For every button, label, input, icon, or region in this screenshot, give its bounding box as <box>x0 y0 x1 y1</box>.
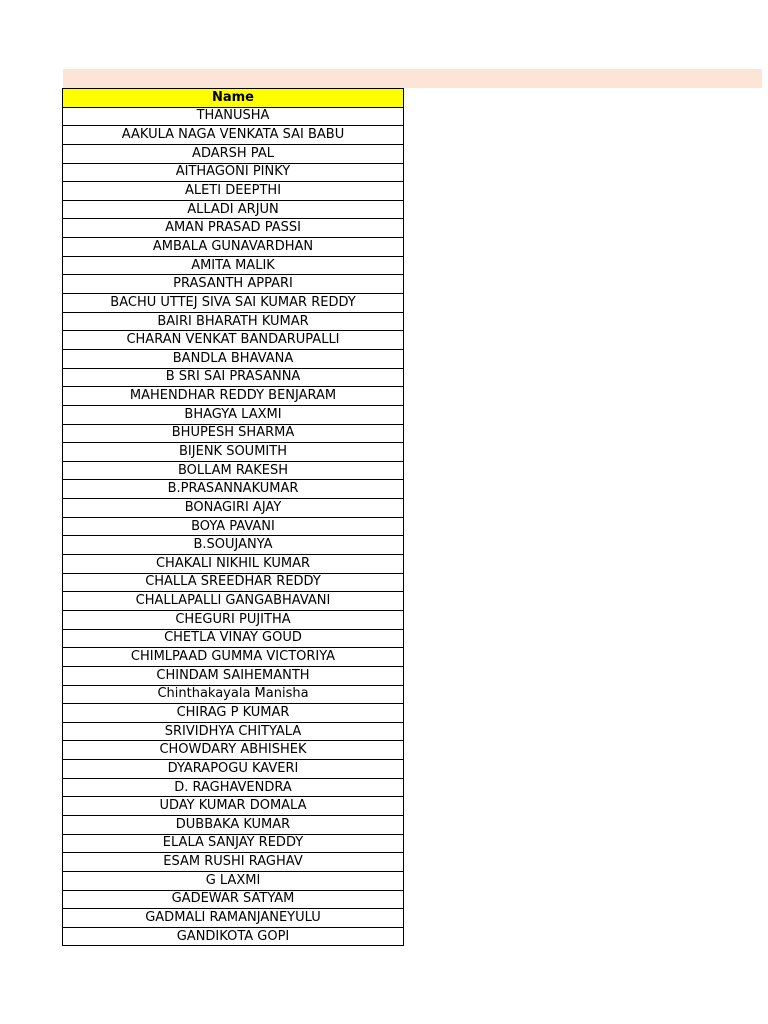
header-band <box>63 69 762 88</box>
table-row <box>63 797 404 816</box>
name-cell: DYARAPOGU KAVERI <box>63 760 404 779</box>
table-row <box>63 126 404 145</box>
table-row <box>63 144 404 163</box>
name-cell: ALETI DEEPTHI <box>63 182 404 201</box>
column-header-name: Name <box>63 89 404 108</box>
name-cell: THANUSHA <box>63 107 404 126</box>
table-row <box>63 349 404 368</box>
name-cell: CHETLA VINAY GOUD <box>63 629 404 648</box>
table-row <box>63 927 404 946</box>
name-cell: Chinthakayala Manisha <box>63 685 404 704</box>
name-cell: G LAXMI <box>63 871 404 890</box>
name-cell: CHEGURI PUJITHA <box>63 610 404 629</box>
table-row <box>63 424 404 443</box>
name-cell: BACHU UTTEJ SIVA SAI KUMAR REDDY <box>63 294 404 313</box>
name-cell: B.SOUJANYA <box>63 536 404 555</box>
name-cell: GANDIKOTA GOPI <box>63 927 404 946</box>
name-cell: B.PRASANNAKUMAR <box>63 480 404 499</box>
names-table-body <box>63 107 404 946</box>
name-cell: D. RAGHAVENDRA <box>63 778 404 797</box>
name-cell: GADMALI RAMANJANEYULU <box>63 909 404 928</box>
table-row <box>63 312 404 331</box>
table-row <box>63 480 404 499</box>
name-cell: AITHAGONI PINKY <box>63 163 404 182</box>
name-cell: BIJENK SOUMITH <box>63 443 404 462</box>
table-row <box>63 499 404 518</box>
table-row <box>63 163 404 182</box>
name-cell: CHINDAM SAIHEMANTH <box>63 666 404 685</box>
name-cell: BONAGIRI AJAY <box>63 499 404 518</box>
table-row <box>63 685 404 704</box>
table-row <box>63 294 404 313</box>
table-row <box>63 256 404 275</box>
table-row <box>63 592 404 611</box>
table-row <box>63 275 404 294</box>
name-cell: SRIVIDHYA CHITYALA <box>63 722 404 741</box>
name-cell: BHAGYA LAXMI <box>63 405 404 424</box>
table-row <box>63 368 404 387</box>
table-row <box>63 741 404 760</box>
name-cell: CHARAN VENKAT BANDARUPALLI <box>63 331 404 350</box>
name-cell: AMAN PRASAD PASSI <box>63 219 404 238</box>
name-cell: CHIMLPAAD GUMMA VICTORIYA <box>63 648 404 667</box>
table-row <box>63 331 404 350</box>
name-cell: ADARSH PAL <box>63 144 404 163</box>
name-cell: UDAY KUMAR DOMALA <box>63 797 404 816</box>
table-row <box>63 629 404 648</box>
table-row <box>63 555 404 574</box>
table-row <box>63 387 404 406</box>
name-cell: BOLLAM RAKESH <box>63 461 404 480</box>
table-header-row <box>63 89 404 108</box>
table-row <box>63 815 404 834</box>
names-table <box>62 88 404 946</box>
table-row <box>63 182 404 201</box>
name-cell: BOYA PAVANI <box>63 517 404 536</box>
name-cell: CHALLA SREEDHAR REDDY <box>63 573 404 592</box>
table-row <box>63 722 404 741</box>
name-cell: CHALLAPALLI GANGABHAVANI <box>63 592 404 611</box>
table-row <box>63 461 404 480</box>
name-cell: AAKULA NAGA VENKATA SAI BABU <box>63 126 404 145</box>
name-cell: ALLADI ARJUN <box>63 200 404 219</box>
name-cell: AMBALA GUNAVARDHAN <box>63 238 404 257</box>
name-cell: CHIRAG P KUMAR <box>63 704 404 723</box>
name-cell: DUBBAKA KUMAR <box>63 815 404 834</box>
name-cell: BHUPESH SHARMA <box>63 424 404 443</box>
table-row <box>63 666 404 685</box>
table-row <box>63 536 404 555</box>
table-row <box>63 573 404 592</box>
table-row <box>63 871 404 890</box>
table-row <box>63 648 404 667</box>
table-row <box>63 853 404 872</box>
name-cell: GADEWAR SATYAM <box>63 890 404 909</box>
table-row <box>63 238 404 257</box>
table-row <box>63 517 404 536</box>
name-cell: CHAKALI NIKHIL KUMAR <box>63 555 404 574</box>
table-row <box>63 834 404 853</box>
name-cell: PRASANTH APPARI <box>63 275 404 294</box>
name-cell: CHOWDARY ABHISHEK <box>63 741 404 760</box>
table-row <box>63 107 404 126</box>
table-row <box>63 760 404 779</box>
name-cell: MAHENDHAR REDDY BENJARAM <box>63 387 404 406</box>
table-row <box>63 704 404 723</box>
table-row <box>63 443 404 462</box>
name-cell: BAIRI BHARATH KUMAR <box>63 312 404 331</box>
table-row <box>63 909 404 928</box>
table-row <box>63 778 404 797</box>
name-cell: BANDLA BHAVANA <box>63 349 404 368</box>
table-row <box>63 610 404 629</box>
table-row <box>63 890 404 909</box>
table-row <box>63 219 404 238</box>
table-row <box>63 405 404 424</box>
name-cell: ESAM RUSHI RAGHAV <box>63 853 404 872</box>
name-cell: B SRI SAI PRASANNA <box>63 368 404 387</box>
table-row <box>63 200 404 219</box>
name-cell: AMITA MALIK <box>63 256 404 275</box>
name-cell: ELALA SANJAY REDDY <box>63 834 404 853</box>
